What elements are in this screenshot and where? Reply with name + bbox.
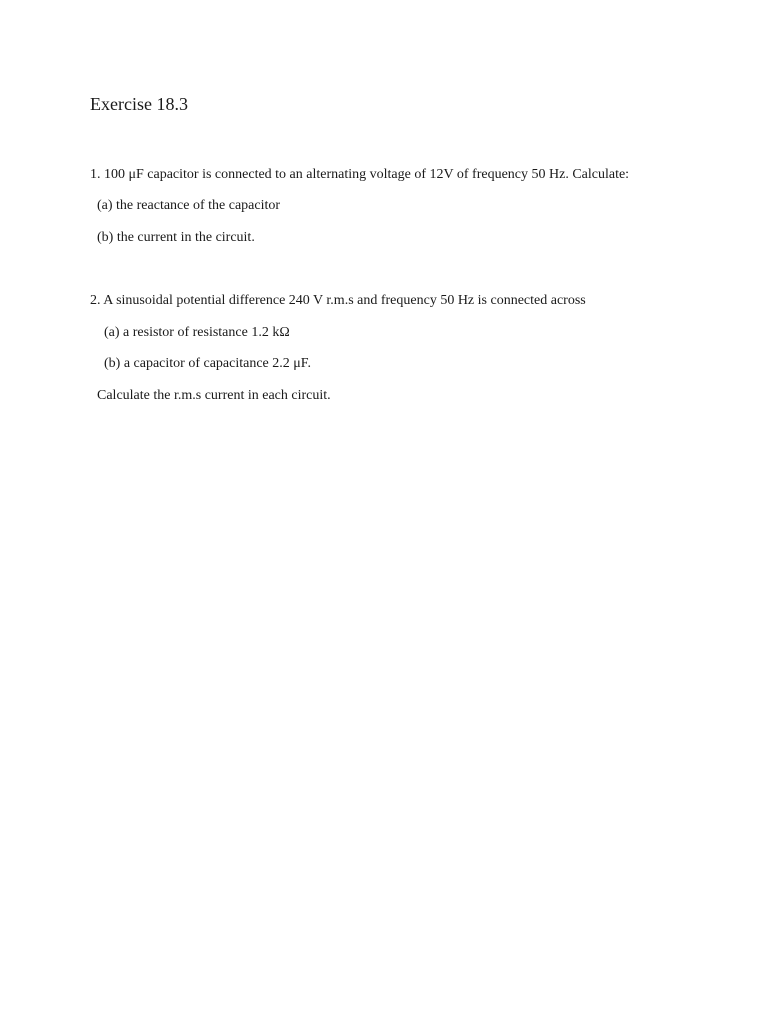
question-2-instruction: Calculate the r.m.s current in each circuit. xyxy=(97,388,331,403)
question-2-part-a: (a) a resistor of resistance 1.2 kΩ xyxy=(104,325,290,340)
question-1-part-b: (b) the current in the circuit. xyxy=(97,230,255,245)
question-2-part-b: (b) a capacitor of capacitance 2.2 μF. xyxy=(104,356,311,371)
question-2-stem: 2. A sinusoidal potential difference 240 V r.m.s and frequency 50 Hz is connected across xyxy=(90,293,586,308)
question-1-part-a: (a) the reactance of the capacitor xyxy=(97,198,281,213)
exercise-title: Exercise 18.3 xyxy=(90,94,188,114)
question-1-stem: 1. 100 μF capacitor is connected to an alternating voltage of 12V of frequency 50 Hz. Calculate: xyxy=(90,167,630,182)
